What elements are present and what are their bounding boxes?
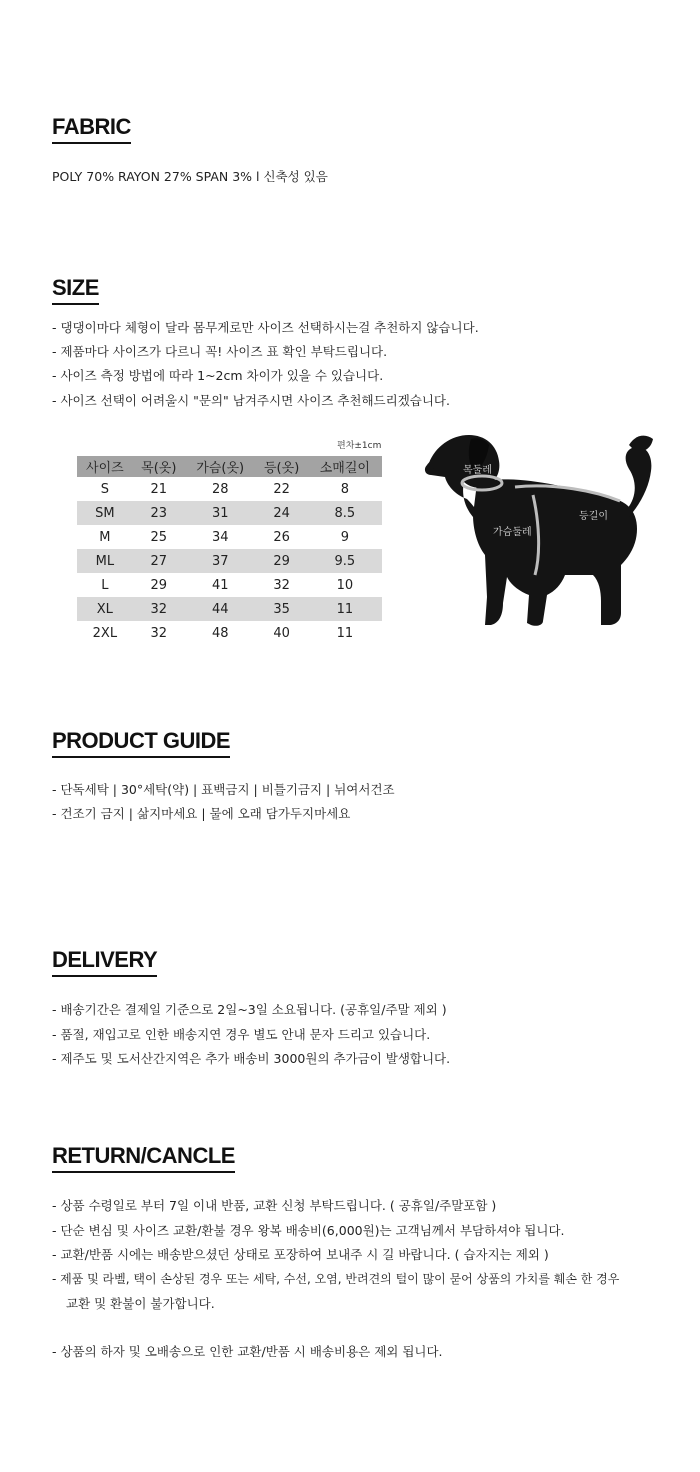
size-cell: 11 xyxy=(308,597,382,621)
table-row xyxy=(77,597,382,621)
back-label: 등길이 xyxy=(579,511,608,522)
size-cell: 44 xyxy=(185,597,256,621)
size-cell: 40 xyxy=(273,625,290,641)
return-line: - 제품 및 라벨, 택이 손상된 경우 또는 세탁, 수선, 오염, 반려견의 털이 많이 묻어 상품의 가치를 훼손 한 경우 xyxy=(52,1272,620,1286)
size-title: SIZE xyxy=(52,277,99,305)
delivery-line: - 배송기간은 결제일 기준으로 2일~3일 소요됩니다. (공휴일/주말 제외 ) xyxy=(52,1002,447,1017)
size-note: - 사이즈 선택이 어려울시 "문의" 남겨주시면 사이즈 추천해드리겠습니다. xyxy=(52,393,450,408)
size-cell: S xyxy=(100,481,109,497)
product-guide-line: - 건조기 금지 | 삶지마세요 | 물에 오래 담가두지마세요 xyxy=(52,806,351,821)
size-cell: 8.5 xyxy=(308,501,382,525)
delivery-title: DELIVERY xyxy=(52,949,157,977)
size-cell: 35 xyxy=(256,597,308,621)
size-cell: ML xyxy=(77,549,133,573)
return-line: - 단순 변심 및 사이즈 교환/환불 경우 왕복 배송비(6,000원)는 고객님께서 부담하셔야 됩니다. xyxy=(52,1223,565,1238)
size-cell: 9 xyxy=(340,529,349,545)
size-table-header-row xyxy=(77,456,382,477)
size-cell: L xyxy=(101,577,109,593)
table-row xyxy=(77,501,382,525)
chest-label: 가슴둘레 xyxy=(493,527,532,538)
size-cell: 29 xyxy=(256,549,308,573)
table-row xyxy=(77,525,382,549)
size-cell: 48 xyxy=(211,625,229,641)
size-cell: 32 xyxy=(273,577,290,593)
size-cell: 8 xyxy=(340,481,349,497)
table-row xyxy=(77,477,382,501)
size-table-header: 소매길이 xyxy=(308,456,382,477)
fabric-composition: POLY 70% RAYON 27% SPAN 3% l 신축성 있음 xyxy=(52,169,328,184)
size-note: - 제품마다 사이즈가 다르니 꼭! 사이즈 표 확인 부탁드립니다. xyxy=(52,344,388,359)
size-cell: 37 xyxy=(185,549,256,573)
size-cell: 34 xyxy=(211,529,229,545)
size-cell: 32 xyxy=(133,597,185,621)
size-table xyxy=(77,456,382,645)
size-cell: 29 xyxy=(150,577,168,593)
size-note: - 댕댕이마다 체형이 달라 몸무게로만 사이즈 선택하시는걸 추천하지 않습니다. xyxy=(52,320,479,335)
size-note: - 사이즈 측정 방법에 따라 1~2cm 차이가 있을 수 있습니다. xyxy=(52,368,384,383)
size-cell: 23 xyxy=(133,501,185,525)
size-table-header: 목(옷) xyxy=(133,456,185,477)
return-line: - 상품의 하자 및 오배송으로 인한 교환/반품 시 배송비용은 제외 됩니다. xyxy=(52,1344,443,1359)
size-cell: M xyxy=(99,529,111,545)
size-cell: 2XL xyxy=(92,625,118,641)
size-cell: XL xyxy=(77,597,133,621)
size-table-header: 가슴(옷) xyxy=(185,456,256,477)
size-cell: 32 xyxy=(150,625,168,641)
return-line: - 교환/반품 시에는 배송받으셨던 상태로 포장하여 보내주 시 길 바랍니다. ( 습자지는 제외 ) xyxy=(52,1247,549,1262)
product-guide-line: - 단독세탁 | 30°세탁(약) | 표백금지 | 비틀기금지 | 뉘여서건조 xyxy=(52,782,395,797)
size-cell: 31 xyxy=(185,501,256,525)
delivery-line: - 품절, 재입고로 인한 배송지연 경우 별도 안내 문자 드리고 있습니다. xyxy=(52,1027,431,1042)
size-cell: 21 xyxy=(150,481,168,497)
size-cell: 24 xyxy=(256,501,308,525)
return-title: RETURN/CANCLE xyxy=(52,1145,235,1173)
size-cell: 27 xyxy=(133,549,185,573)
size-cell: 28 xyxy=(211,481,229,497)
fabric-title: FABRIC xyxy=(52,116,131,144)
size-cell: 10 xyxy=(336,577,354,593)
dog-measurement-diagram xyxy=(415,425,655,635)
size-cell: 25 xyxy=(150,529,168,545)
product-guide-title: PRODUCT GUIDE xyxy=(52,730,230,758)
size-table-header: 등(옷) xyxy=(256,456,308,477)
size-cell: 22 xyxy=(273,481,290,497)
size-cell: 11 xyxy=(336,625,354,641)
table-row xyxy=(77,621,382,645)
size-cell: 9.5 xyxy=(308,549,382,573)
size-unit-note: 편차±1cm xyxy=(337,441,382,451)
return-line-continued: 교환 및 환불이 불가합니다. xyxy=(66,1296,215,1311)
neck-label: 목둘레 xyxy=(463,465,492,476)
table-row xyxy=(77,549,382,573)
table-row xyxy=(77,573,382,597)
size-table-header: 사이즈 xyxy=(77,456,133,477)
size-cell: 26 xyxy=(273,529,290,545)
delivery-line: - 제주도 및 도서산간지역은 추가 배송비 3000원의 추가금이 발생합니다. xyxy=(52,1051,451,1066)
size-cell: SM xyxy=(77,501,133,525)
size-cell: 41 xyxy=(211,577,229,593)
return-line: - 상품 수령일로 부터 7일 이내 반품, 교환 신청 부탁드립니다. ( 공휴일/주말포함 ) xyxy=(52,1198,497,1213)
